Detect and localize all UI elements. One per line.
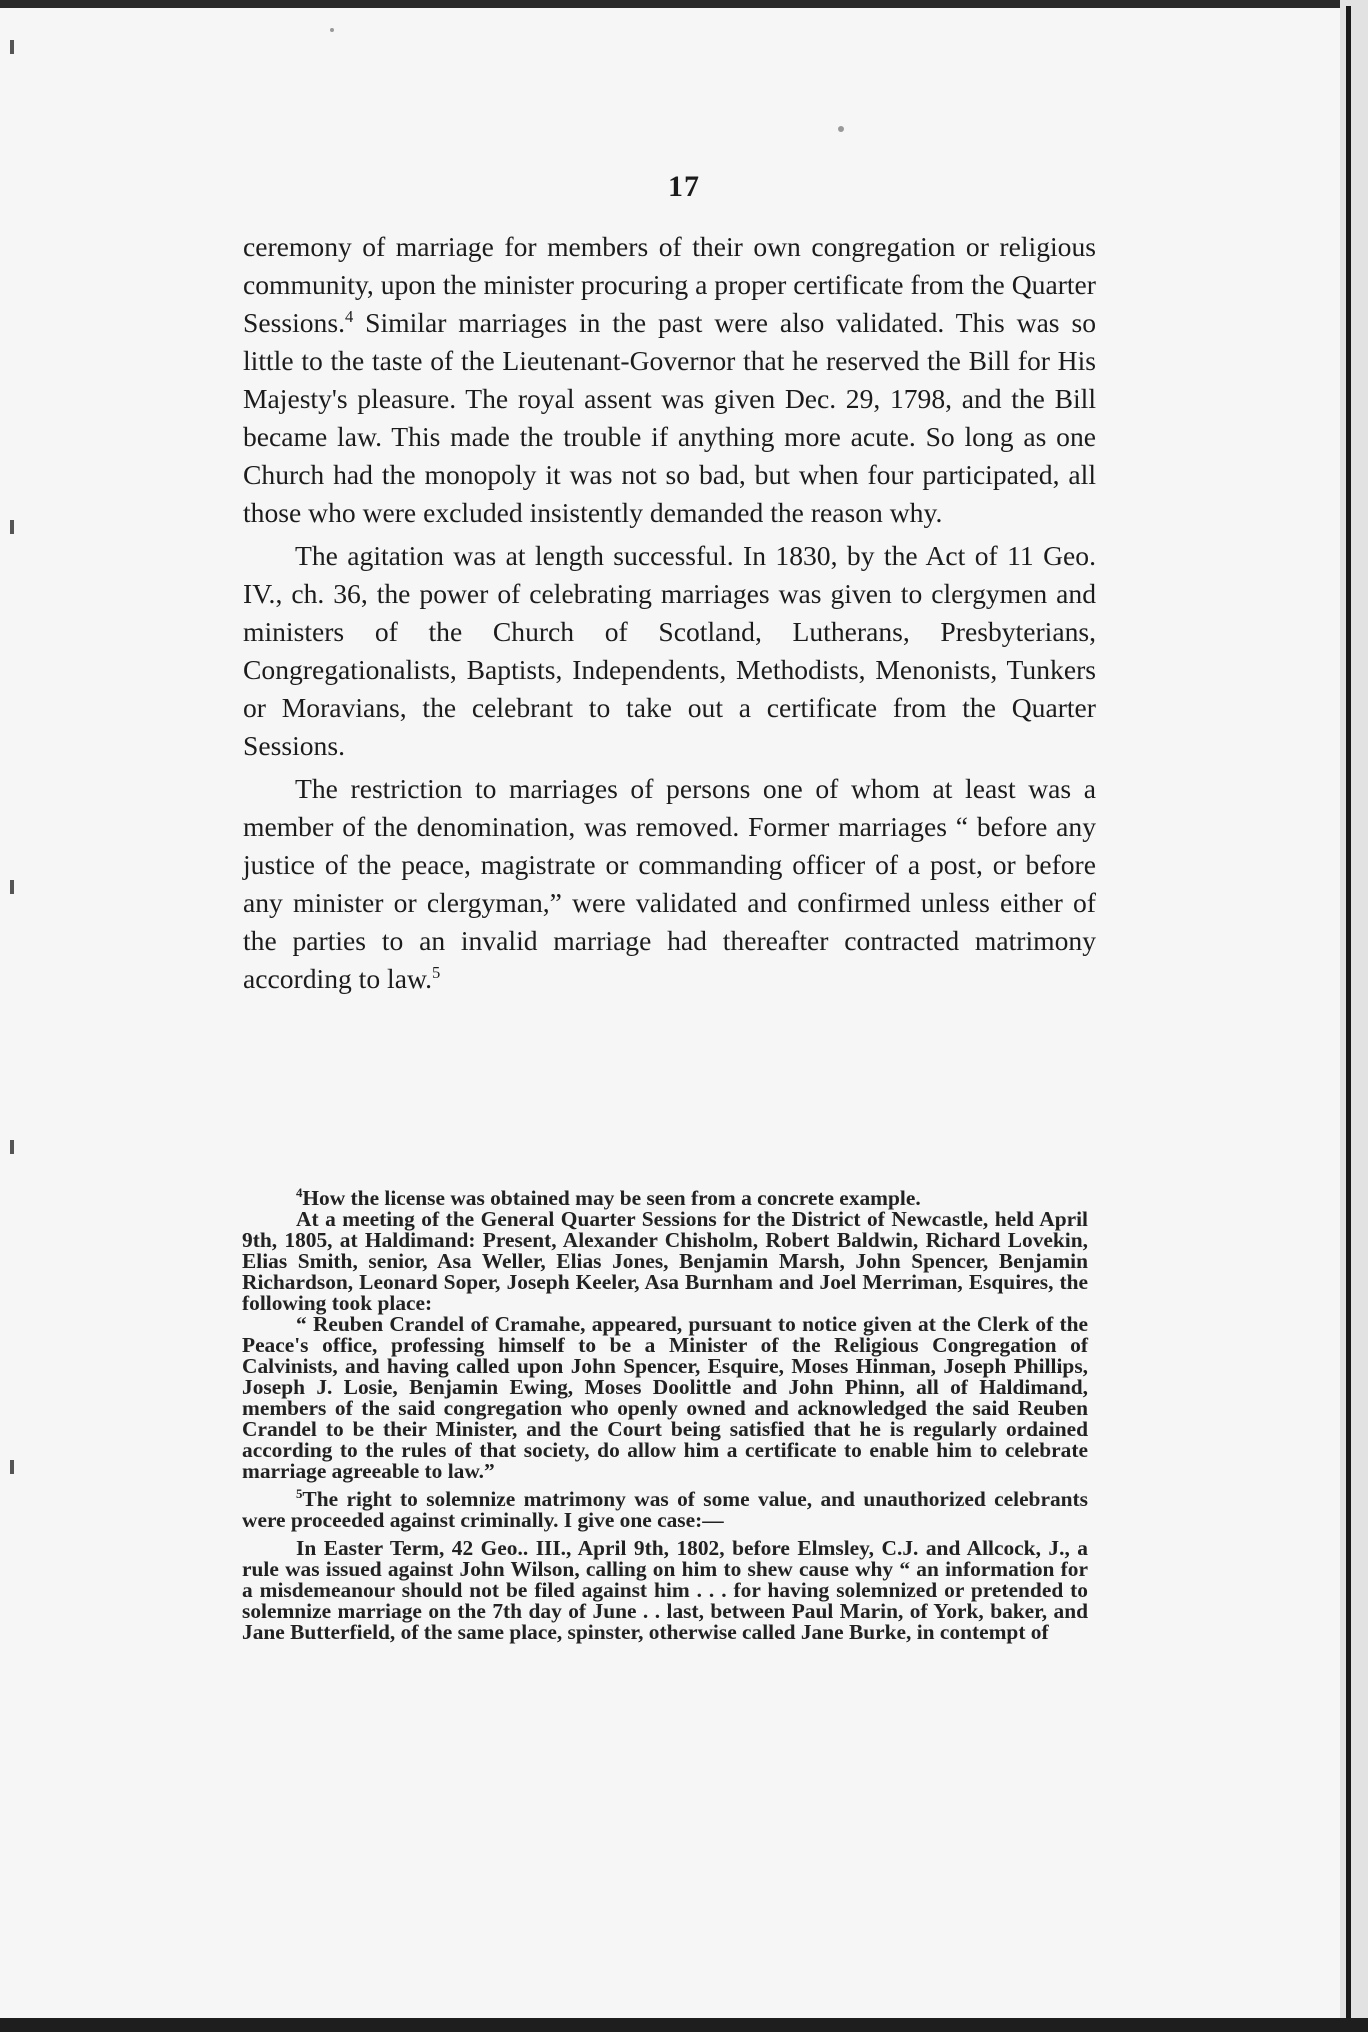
page-number: 17 [668, 170, 700, 203]
footnote-5-intro [242, 1486, 1088, 1532]
footnote-4-meeting: At a meeting of the General Quarter Sessions for the District of Newcastle, held April 9th, 1805, at Haldimand: Present, Alexander Chisholm, Robert Baldwin, Richard Lovekin, Elias Smith, senior, Asa Weller, Elias Jones, Benjamin Marsh, John Spencer, Benjamin Richardson, Leonard Soper, Joseph Keeler, Asa Burnham and Joel Merriman, Esquires, the following took place: [242, 1207, 1088, 1315]
paragraph-1-text-cont: Similar marriages in the past were also validated. This was so little to the taste of the Lieutenant-Governor that he reserved the Bill for His Majesty's pleasure. The royal assent was given Dec. 29, 1798, and the Bill became law. This made the trouble if anything more acute. So long as one Church had the monopoly it was not so bad, but when four participated, all those who were excluded insistently demanded the reason why. [243, 307, 1096, 528]
scan-speck [838, 126, 844, 132]
paragraph-3-text: The restriction to marriages of persons one of whom at least was a member of the denomination, was removed. Former marriages “ before any justice of the peace, magistrate or commanding officer of a post, or before any minister or clergyman,” were validated and confirmed unless either of the parties to an invalid marriage had thereafter contracted matrimony according to law. [243, 773, 1096, 994]
scan-right-margin [1340, 0, 1368, 2032]
main-text [243, 228, 1096, 998]
footnote-5-case: In Easter Term, 42 Geo.. III., April 9th, 1802, before Elmsley, C.J. and Allcock, J., a rule was issued against John Wilson, calling on him to shew cause why “ an information for a misdemeanour should not be filed against him . . . for having solemnized or pretended to solemnize marriage on the 7th day of June . . last, between Paul Marin, of York, baker, and Jane Butterfield, of the same place, spinster, otherwise called Jane Burke, in contempt of [242, 1536, 1088, 1644]
scan-bottom-edge [0, 2018, 1368, 2032]
footnotes [242, 1185, 1088, 1644]
paragraph-3 [243, 770, 1096, 998]
footnote-4-intro [242, 1185, 1088, 1210]
footnote-4-quote: “ Reuben Crandel of Cramahe, appeared, pursuant to notice given at the Clerk of the Peace's office, professing himself to be a Minister of the Religious Congregation of Calvinists, and having called upon John Spencer, Esquire, Moses Hinman, Joseph Phillips, Joseph J. Losie, Benjamin Ewing, Moses Doolittle and John Phinn, all of Haldimand, members of the said congregation who openly owned and acknowledged the said Reuben Crandel to be their Minister, and the Court being satisfied that he is regularly ordained according to the rules of that society, do allow him a certificate to enable him to celebrate marriage agreeable to law.” [242, 1312, 1088, 1483]
paragraph-1 [243, 228, 1096, 532]
paragraph-1-text: ceremony of marriage for members of their own congregation or religious community, upon the minister procuring a proper certificate from the Quarter Sessions. [243, 231, 1096, 338]
footnote-4-intro-text: How the license was obtained may be seen from a concrete example. [302, 1186, 921, 1210]
footnote-ref-5: 5 [432, 962, 441, 982]
footnote-4-marker: 4 [296, 1185, 303, 1200]
scan-top-edge [0, 0, 1368, 8]
footnote-5-intro-text: The right to solemnize matrimony was of some value, and unauthorized celebrants were proceeded against criminally. I give one case:— [242, 1487, 1088, 1532]
scan-left-marks [10, 40, 15, 1940]
scan-right-rule [1346, 6, 1351, 2022]
scan-speck [330, 28, 334, 32]
footnote-5-marker: 5 [296, 1486, 303, 1501]
paragraph-2: The agitation was at length successful. In 1830, by the Act of 11 Geo. IV., ch. 36, the power of celebrating marriages was given to clergymen and ministers of the Church of Scotland, Lutherans, Presbyterians, Congregationalists, Baptists, Independents, Methodists, Menonists, Tunkers or Moravians, the celebrant to take out a certificate from the Quarter Sessions. [243, 540, 1096, 761]
footnote-ref-4: 4 [344, 306, 354, 326]
